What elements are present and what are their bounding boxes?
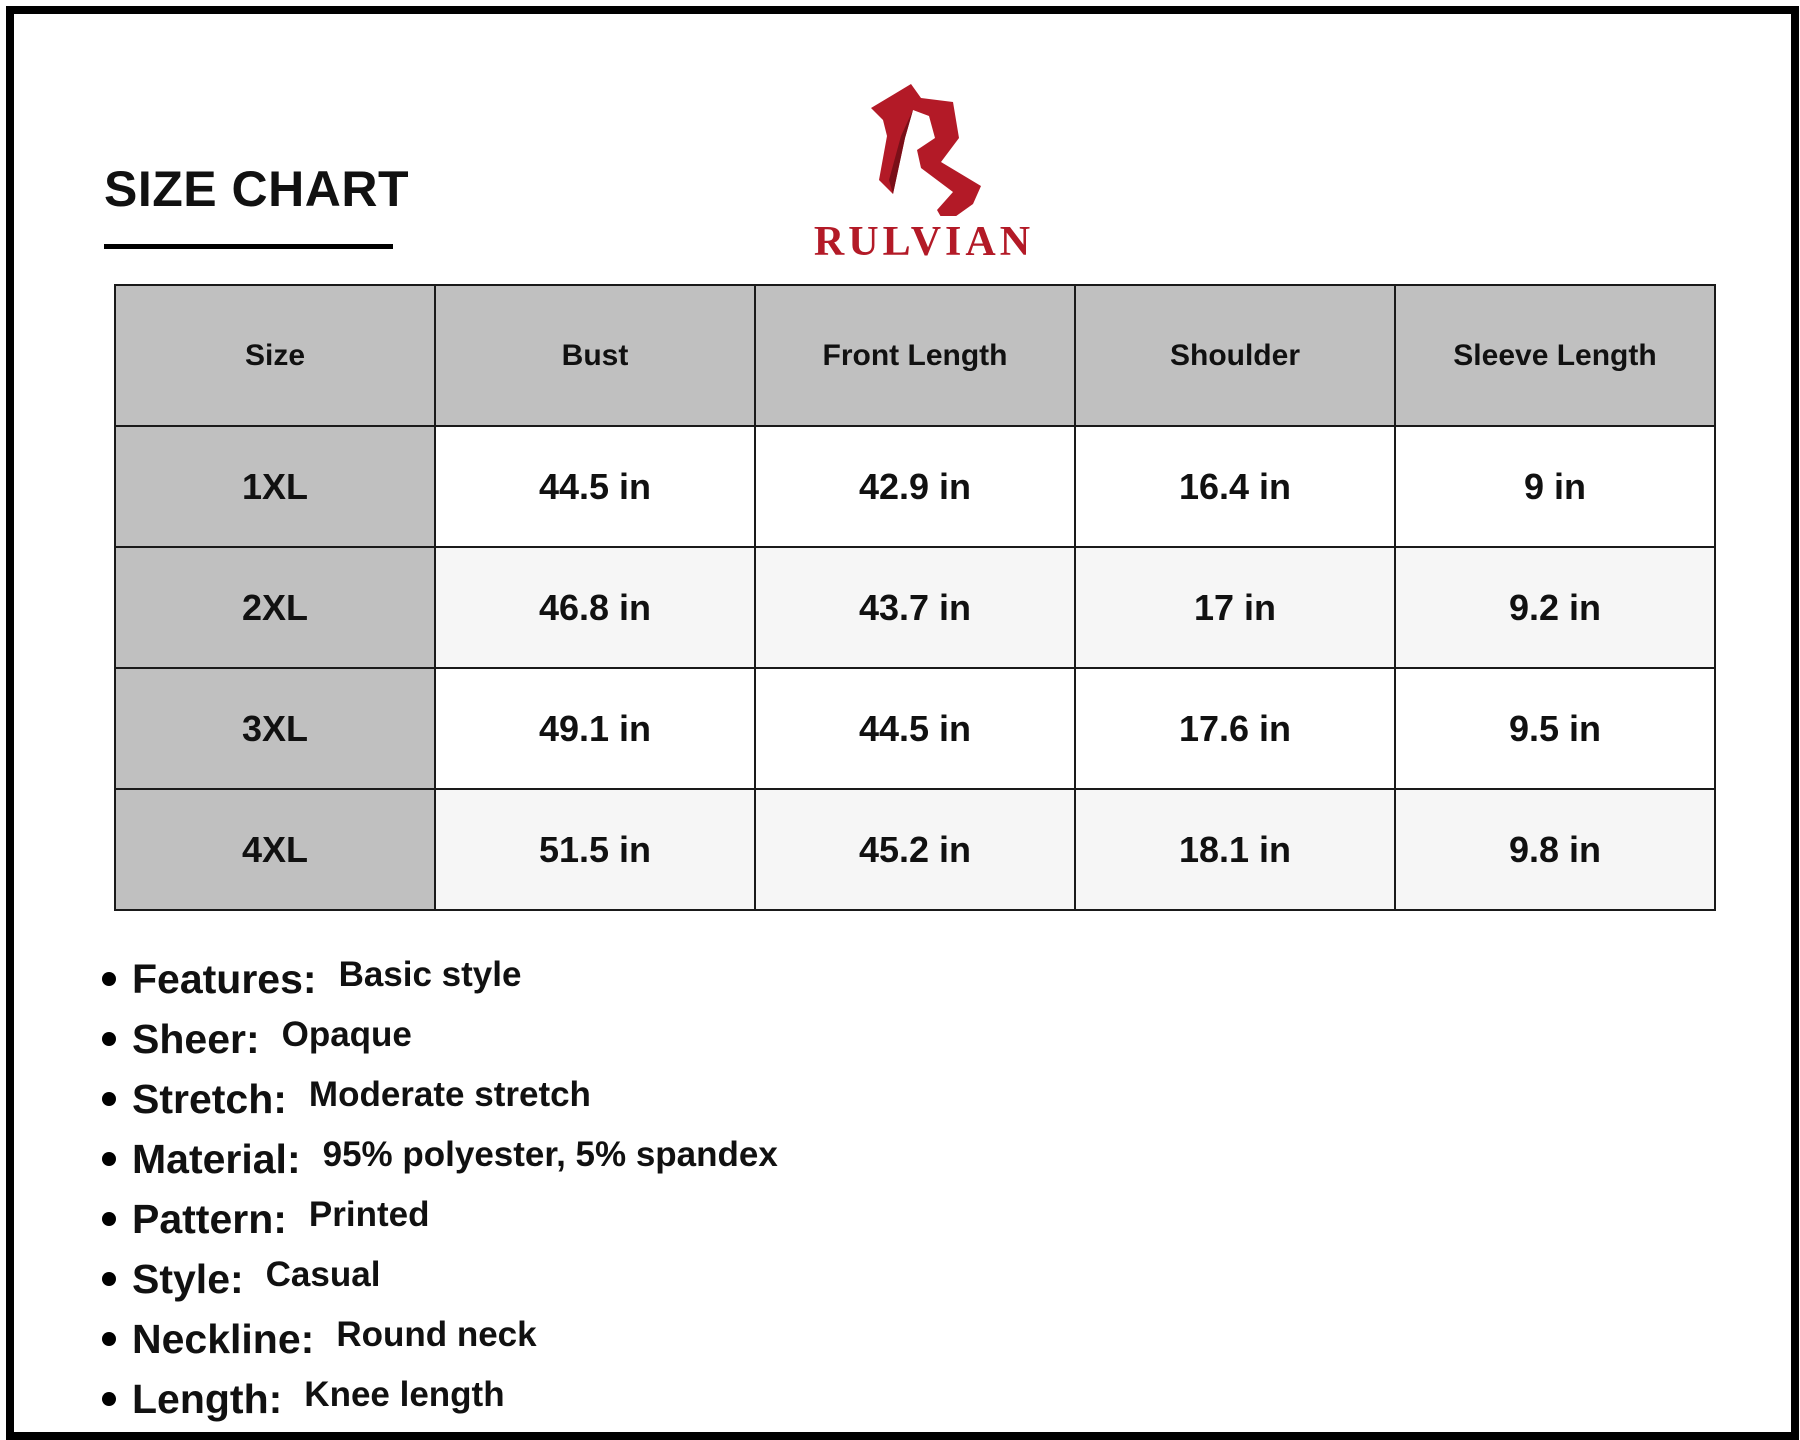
feature-label: Stretch: bbox=[132, 1075, 287, 1122]
list-item bbox=[102, 1309, 778, 1369]
bust-cell: 46.8 in bbox=[435, 547, 755, 668]
sleeve-length-cell: 9.5 in bbox=[1395, 668, 1715, 789]
front-length-cell: 45.2 in bbox=[755, 789, 1075, 910]
bullet-icon bbox=[102, 1392, 116, 1406]
shoulder-cell: 16.4 in bbox=[1075, 426, 1395, 547]
front-length-cell: 42.9 in bbox=[755, 426, 1075, 547]
feature-label: Sheer: bbox=[132, 1015, 260, 1062]
bullet-icon bbox=[102, 1092, 116, 1106]
column-header-bust: Bust bbox=[435, 285, 755, 426]
size-table bbox=[114, 284, 1716, 911]
table-row bbox=[115, 426, 1715, 547]
shoulder-cell: 17.6 in bbox=[1075, 668, 1395, 789]
feature-value: Basic style bbox=[338, 955, 522, 994]
table-row bbox=[115, 668, 1715, 789]
feature-label: Pattern: bbox=[132, 1195, 287, 1242]
table-header-row bbox=[115, 285, 1715, 426]
list-item bbox=[102, 949, 778, 1009]
list-item bbox=[102, 1189, 778, 1249]
feature-value: Round neck bbox=[336, 1315, 537, 1354]
sleeve-length-cell: 9 in bbox=[1395, 426, 1715, 547]
feature-value: Casual bbox=[265, 1255, 381, 1294]
column-header-size: Size bbox=[115, 285, 435, 426]
feature-label: Length: bbox=[132, 1375, 283, 1422]
bullet-icon bbox=[102, 972, 116, 986]
features-list bbox=[102, 949, 778, 1429]
bust-cell: 49.1 in bbox=[435, 668, 755, 789]
bullet-icon bbox=[102, 1272, 116, 1286]
feature-value: Printed bbox=[308, 1195, 430, 1234]
column-header-sleeve-length: Sleeve Length bbox=[1395, 285, 1715, 426]
table-row bbox=[115, 789, 1715, 910]
list-item bbox=[102, 1369, 778, 1429]
page-title: SIZE CHART bbox=[104, 161, 409, 217]
shoulder-cell: 17 in bbox=[1075, 547, 1395, 668]
feature-label: Neckline: bbox=[132, 1315, 315, 1362]
size-cell: 1XL bbox=[115, 426, 435, 547]
size-cell: 2XL bbox=[115, 547, 435, 668]
list-item bbox=[102, 1009, 778, 1069]
list-item bbox=[102, 1069, 778, 1129]
table-row bbox=[115, 547, 1715, 668]
page-frame bbox=[6, 6, 1799, 1440]
feature-label: Features: bbox=[132, 955, 317, 1002]
front-length-cell: 43.7 in bbox=[755, 547, 1075, 668]
bullet-icon bbox=[102, 1212, 116, 1226]
size-cell: 3XL bbox=[115, 668, 435, 789]
size-cell: 4XL bbox=[115, 789, 435, 910]
feature-value: Moderate stretch bbox=[308, 1075, 591, 1114]
bust-cell: 51.5 in bbox=[435, 789, 755, 910]
bullet-icon bbox=[102, 1152, 116, 1166]
title-underline bbox=[104, 244, 393, 249]
bullet-icon bbox=[102, 1032, 116, 1046]
column-header-front-length: Front Length bbox=[755, 285, 1075, 426]
sleeve-length-cell: 9.8 in bbox=[1395, 789, 1715, 910]
bullet-icon bbox=[102, 1332, 116, 1346]
front-length-cell: 44.5 in bbox=[755, 668, 1075, 789]
feature-label: Material: bbox=[132, 1135, 301, 1182]
feature-label: Style: bbox=[132, 1255, 244, 1302]
list-item bbox=[102, 1249, 778, 1309]
stylized-r-logo-icon bbox=[849, 76, 999, 216]
column-header-shoulder: Shoulder bbox=[1075, 285, 1395, 426]
feature-value: Knee length bbox=[304, 1375, 505, 1414]
brand-logo bbox=[784, 76, 1064, 266]
feature-value: Opaque bbox=[281, 1015, 412, 1054]
feature-value: 95% polyester, 5% spandex bbox=[322, 1135, 778, 1174]
brand-name: RULVIAN bbox=[813, 219, 1035, 265]
bust-cell: 44.5 in bbox=[435, 426, 755, 547]
shoulder-cell: 18.1 in bbox=[1075, 789, 1395, 910]
sleeve-length-cell: 9.2 in bbox=[1395, 547, 1715, 668]
list-item bbox=[102, 1129, 778, 1189]
